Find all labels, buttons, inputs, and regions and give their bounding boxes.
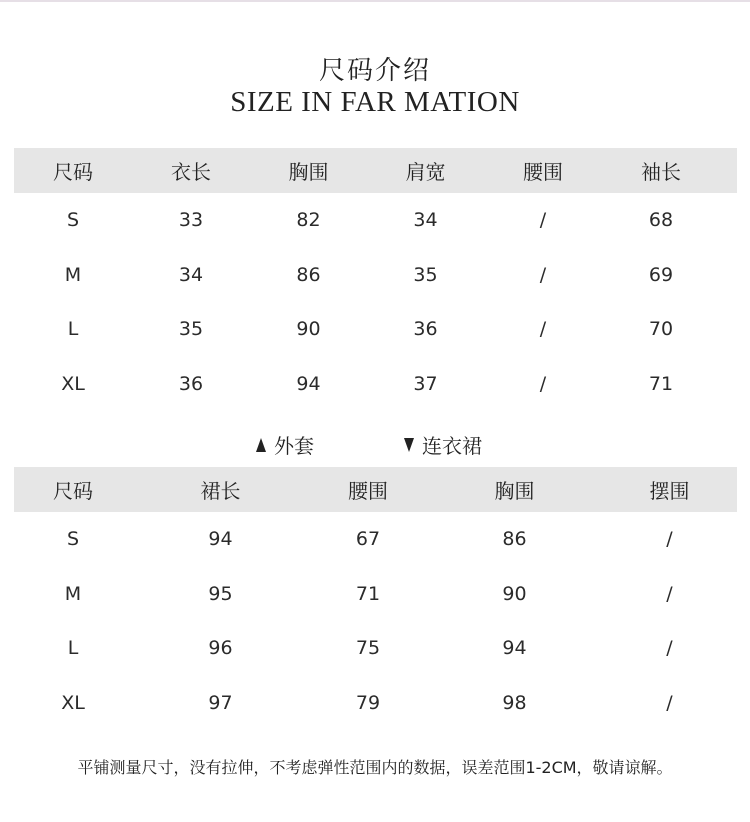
size-cell: S bbox=[66, 528, 80, 551]
table-cell: 94 bbox=[502, 637, 527, 660]
header-cell: 尺码 bbox=[53, 479, 93, 503]
header-cell: 摆围 bbox=[649, 479, 690, 503]
coat-label bbox=[256, 430, 314, 459]
category-divider bbox=[0, 430, 750, 460]
table-cell: 71 bbox=[648, 372, 674, 395]
table-cell: 67 bbox=[355, 528, 381, 551]
table-cell: 68 bbox=[648, 209, 674, 232]
header-cell: 腰围 bbox=[523, 160, 563, 184]
dress-label-text: 连衣裙 bbox=[422, 434, 482, 458]
table-cell: / bbox=[666, 582, 673, 605]
table-cell: 86 bbox=[296, 263, 321, 286]
table-cell: 34 bbox=[178, 263, 204, 286]
coat-label-text: 外套 bbox=[274, 434, 314, 458]
header-cell: 胸围 bbox=[288, 160, 329, 184]
table-cell: 95 bbox=[208, 582, 233, 605]
table-cell: 97 bbox=[208, 691, 233, 714]
size-cell: M bbox=[64, 263, 82, 286]
size-cell: XL bbox=[61, 691, 85, 714]
size-cell: S bbox=[66, 209, 80, 232]
table-row bbox=[14, 302, 737, 357]
size-table-top bbox=[14, 148, 737, 411]
table-row bbox=[14, 248, 737, 303]
top-divider-line bbox=[0, 0, 750, 2]
header-cell: 腰围 bbox=[348, 479, 388, 503]
table-cell: 90 bbox=[502, 582, 527, 605]
table-header-row bbox=[14, 467, 737, 512]
table-cell: 82 bbox=[296, 209, 321, 232]
dress-label bbox=[404, 430, 482, 459]
table-cell: 34 bbox=[413, 209, 438, 232]
table-cell: / bbox=[666, 691, 673, 714]
size-cell: XL bbox=[61, 372, 85, 395]
table-cell: 94 bbox=[296, 372, 321, 395]
table-cell: / bbox=[539, 209, 547, 232]
header-cell: 胸围 bbox=[494, 479, 535, 503]
table-cell: 69 bbox=[648, 263, 674, 286]
size-table-bottom bbox=[14, 467, 737, 730]
table-cell: 79 bbox=[355, 691, 381, 714]
table-cell: / bbox=[539, 318, 547, 341]
arrow-up-icon bbox=[256, 438, 266, 452]
table-cell: 36 bbox=[178, 372, 204, 395]
table-cell: 98 bbox=[502, 691, 527, 714]
header-cell: 裙长 bbox=[200, 479, 241, 503]
size-cell: M bbox=[64, 582, 82, 605]
table-cell: 36 bbox=[413, 318, 438, 341]
table-cell: 70 bbox=[648, 318, 674, 341]
table-row bbox=[14, 621, 737, 676]
table-row bbox=[14, 357, 737, 412]
table-cell: 96 bbox=[208, 637, 233, 660]
header-cell: 肩宽 bbox=[405, 160, 446, 184]
header-cell: 尺码 bbox=[53, 160, 93, 184]
table-cell: 37 bbox=[413, 372, 438, 395]
header-cell: 衣长 bbox=[171, 160, 211, 184]
arrow-down-icon bbox=[404, 438, 414, 452]
table-cell: / bbox=[539, 372, 547, 395]
table-cell: 33 bbox=[178, 209, 204, 232]
table-cell: 71 bbox=[355, 582, 381, 605]
page-title-cn: 尺码介绍 bbox=[318, 56, 431, 86]
table-cell: 90 bbox=[296, 318, 321, 341]
size-cell: L bbox=[67, 637, 79, 660]
header-cell: 袖长 bbox=[641, 160, 681, 184]
size-cell: L bbox=[67, 318, 79, 341]
table-cell: 35 bbox=[413, 263, 438, 286]
table-cell: / bbox=[539, 263, 547, 286]
table-row bbox=[14, 567, 737, 622]
table-cell: / bbox=[666, 637, 673, 660]
measurement-note: 平铺测量尺寸，没有拉伸，不考虑弹性范围内的数据，误差范围1-2CM，敬请谅解。 bbox=[77, 758, 673, 777]
table-cell: 94 bbox=[208, 528, 233, 551]
table-row bbox=[14, 676, 737, 731]
table-cell: 86 bbox=[502, 528, 527, 551]
table-row bbox=[14, 512, 737, 567]
table-cell: / bbox=[666, 528, 673, 551]
page-title-en: SIZE IN FAR MATION bbox=[230, 86, 520, 118]
table-cell: 35 bbox=[178, 318, 204, 341]
table-row bbox=[14, 193, 737, 248]
table-header-row bbox=[14, 148, 737, 193]
table-cell: 75 bbox=[355, 637, 381, 660]
